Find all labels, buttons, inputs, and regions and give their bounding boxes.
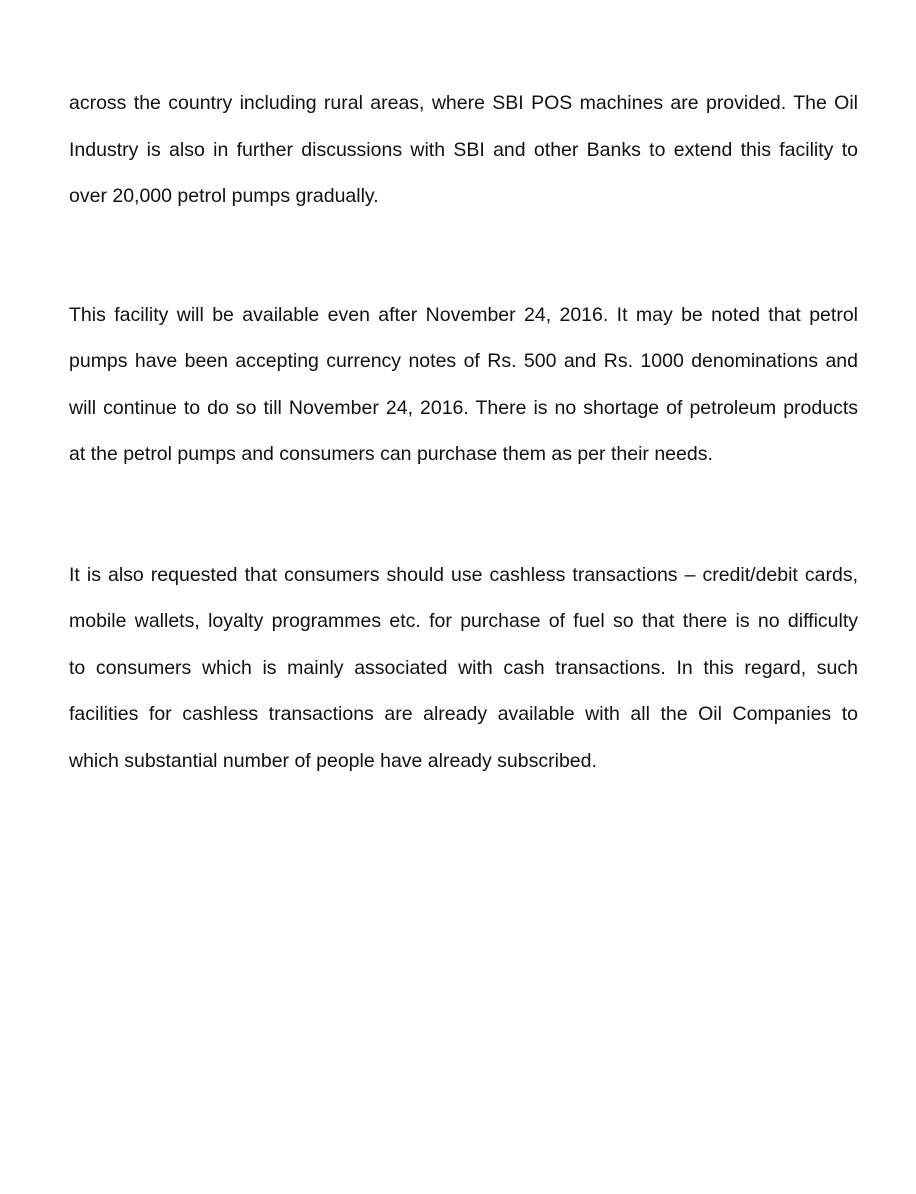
paragraph-petrol-pumps-pos	[69, 80, 858, 220]
text-line: pumps have been accepting currency notes of Rs. 500 and Rs. 1000 denominations and	[69, 350, 858, 372]
text-line: mobile wallets, loyalty programmes etc. for purchase of fuel so that there is no difficulty	[69, 610, 858, 632]
text-line: facilities for cashless transactions are already available with all the Oil Companies to	[69, 703, 858, 725]
paragraph-cashless-transactions	[69, 552, 858, 785]
text-line: over 20,000 petrol pumps gradually.	[69, 185, 379, 207]
text-line: which substantial number of people have already subscribed.	[69, 749, 597, 772]
document-body	[69, 80, 858, 784]
text-line: across the country including rural areas, where SBI POS machines are provided. The Oil	[69, 92, 858, 114]
text-line: It is also requested that consumers should use cashless transactions – credit/debit cards,	[69, 563, 858, 586]
text-line: to consumers which is mainly associated with cash transactions. In this regard, such	[69, 656, 858, 679]
text-line: This facility will be available even after November 24, 2016. It may be noted that petrol	[69, 303, 858, 326]
text-line: at the petrol pumps and consumers can purchase them as per their needs.	[69, 443, 713, 465]
text-line: Industry is also in further discussions with SBI and other Banks to extend this facility to	[69, 138, 858, 161]
paragraph-facility-availability	[69, 292, 858, 478]
text-line: will continue to do so till November 24, 2016. There is no shortage of petroleum products	[69, 396, 858, 419]
